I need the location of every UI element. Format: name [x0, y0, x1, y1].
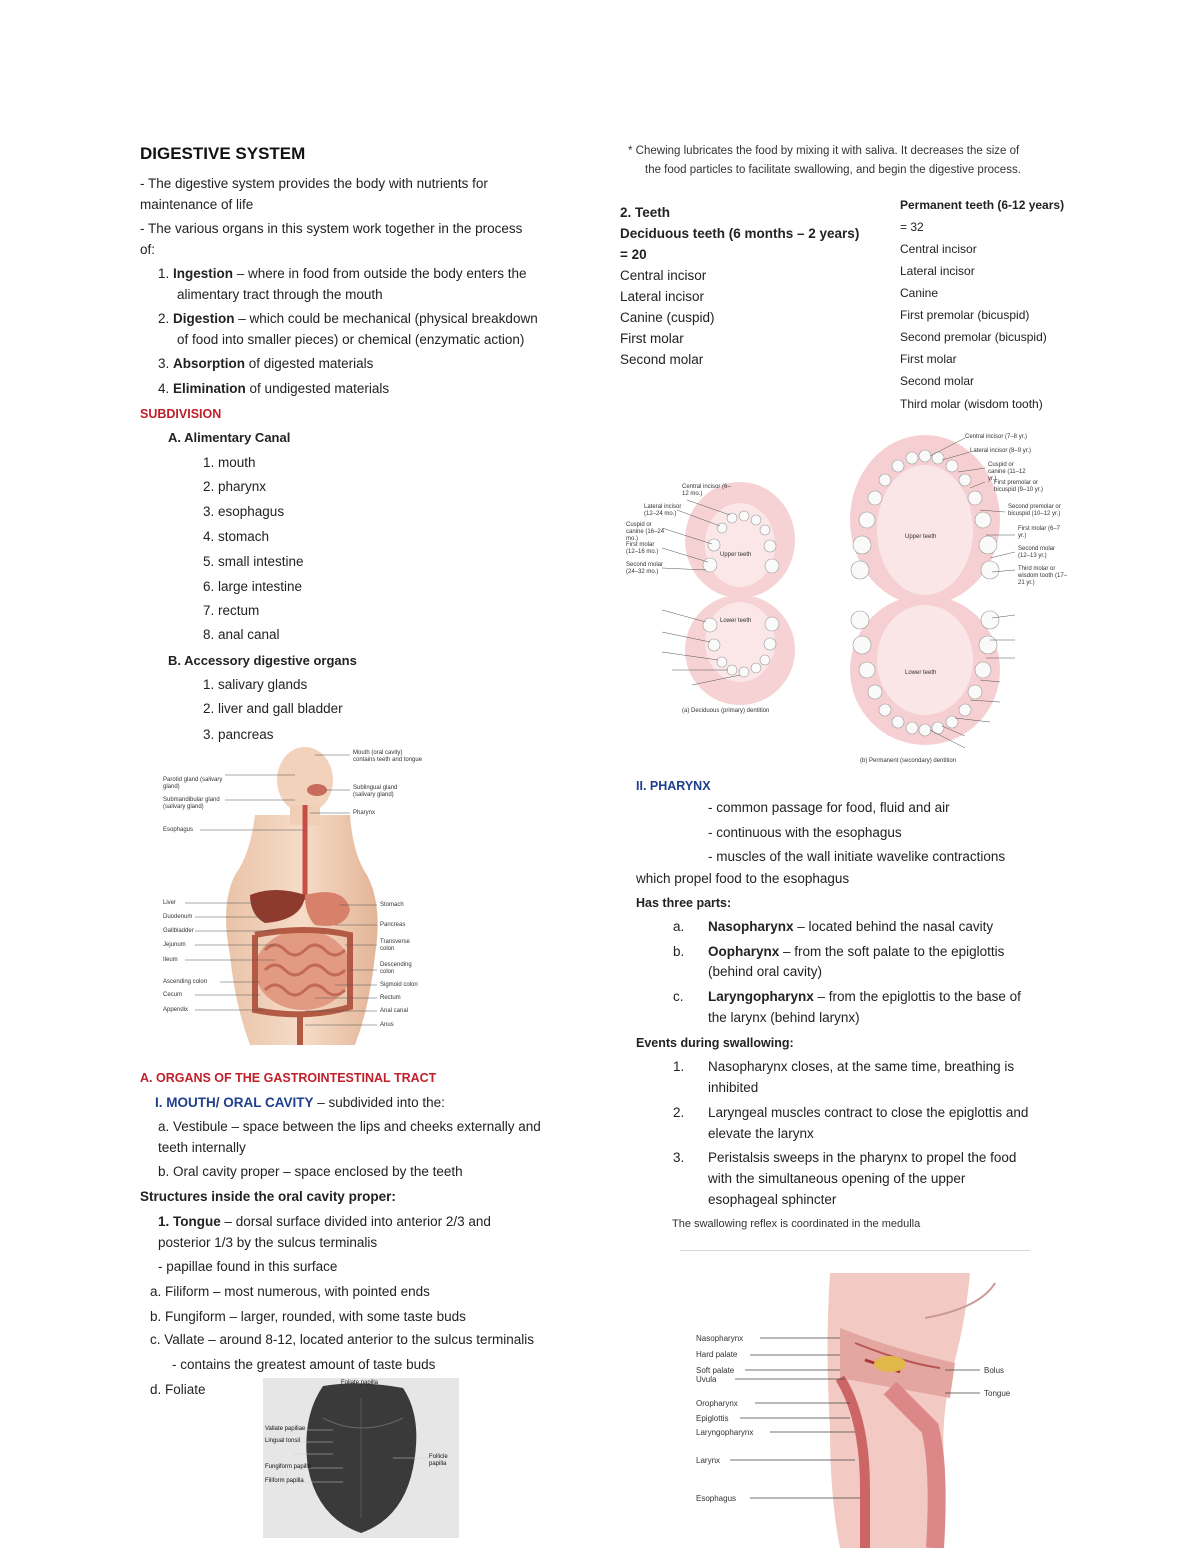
figure-label: Hard palate: [696, 1350, 738, 1359]
intro-line: - The various organs in this system work together in the process: [140, 221, 523, 236]
figure-label: Central incisor (6–12 mo.): [682, 484, 731, 497]
process-item-cont: of food into smaller pieces) or chemical (enzymatic action): [177, 332, 525, 347]
figure-label: Foliate papilla: [341, 1380, 379, 1386]
alimentary-item: 1. mouth: [203, 455, 256, 470]
part-item-cont: (behind oral cavity): [708, 964, 823, 979]
mouth-heading: I. MOUTH/ ORAL CAVITY – subdivided into the:: [155, 1095, 445, 1110]
chewing-note: the food particles to facilitate swallowing, and begin the digestive process.: [645, 164, 1021, 176]
figure-label: Pharynx: [353, 810, 376, 816]
tongue-line: - contains the greatest amount of taste buds: [172, 1357, 436, 1372]
figure-label: First premolar or bicuspid (9–10 yr.): [994, 480, 1044, 493]
figure-label: Lower teeth: [905, 670, 937, 676]
alimentary-item: 4. stomach: [203, 529, 270, 544]
figure-label: First molar (12–16 mo.): [626, 542, 659, 555]
parts-heading: Has three parts:: [636, 896, 732, 910]
figure-label: Nasopharynx: [696, 1334, 744, 1343]
permanent-count: = 32: [900, 220, 924, 234]
mouth-line: a. Vestibule – space between the lips and cheeks externally and: [158, 1119, 541, 1134]
figure-caption: (b) Permanent (secondary) dentition: [860, 758, 957, 764]
page-title: DIGESTIVE SYSTEM: [140, 144, 306, 163]
figure-label: Upper teeth: [720, 552, 752, 558]
part-item-cont: the larynx (behind larynx): [708, 1010, 860, 1025]
event-num: 1.: [673, 1059, 685, 1074]
pharynx-line: - muscles of the wall initiate wavelike contractions: [708, 849, 1006, 864]
figure-label: Rectum: [380, 995, 401, 1001]
alimentary-item: 3. esophagus: [203, 504, 285, 519]
tongue-line: c. Vallate – around 8-12, located anterior to the sulcus terminalis: [150, 1332, 534, 1347]
figure-label: Second molar (24–32 mo.): [626, 562, 664, 575]
swallowing-illustration: [690, 1268, 1030, 1548]
pharynx-line: - common passage for food, fluid and air: [708, 800, 950, 815]
event-num: 2.: [673, 1105, 685, 1120]
figure-label: Cuspid or canine (11–12 yr.): [988, 462, 1026, 482]
figure-label: Follicle papilla: [429, 1454, 448, 1467]
tongue-line: - papillae found in this surface: [158, 1259, 338, 1274]
chewing-note: * Chewing lubricates the food by mixing it with saliva. It decreases the size of: [628, 145, 1020, 157]
figure-label: Cecum: [163, 992, 183, 998]
permanent-heading: Permanent teeth (6-12 years): [900, 198, 1065, 212]
figure-label: Fungiform papilla: [265, 1464, 312, 1470]
structures-heading: Structures inside the oral cavity proper:: [140, 1189, 396, 1204]
event-line: with the simultaneous opening of the upper: [708, 1171, 966, 1186]
figure-label: Laryngopharynx: [696, 1428, 754, 1437]
accessory-item: 3. pancreas: [203, 727, 274, 742]
figure-label: Mouth (oral cavity) contains teeth and tongue: [353, 750, 423, 763]
figure-label: Pancreas: [380, 922, 406, 928]
figure-label: Third molar or wisdom tooth (17–21 yr.): [1018, 566, 1068, 586]
intro-line: maintenance of life: [140, 197, 254, 212]
deciduous-teeth-figure: [622, 470, 827, 720]
process-item: 2. Digestion – which could be mechanical (physical breakdown: [158, 311, 538, 326]
deciduous-item: Central incisor: [620, 268, 707, 283]
figure-label: Gallbladder: [163, 928, 194, 934]
alimentary-item: 7. rectum: [203, 603, 260, 618]
digestive-system-figure: [155, 745, 455, 1060]
figure-label: Central incisor (7–8 yr.): [965, 434, 1028, 440]
part-letter: c.: [673, 989, 684, 1004]
figure-label: Vallate papillae: [265, 1426, 306, 1432]
figure-label: Jejunum: [163, 942, 186, 948]
figure-label: Lateral incisor (8–9 yr.): [970, 448, 1032, 454]
process-item: 4. Elimination of undigested materials: [158, 381, 390, 396]
figure-label: Duodenum: [163, 914, 193, 920]
swallowing-figure: [690, 1268, 1030, 1548]
figure-label: Sublingual gland (salivary gland): [353, 785, 398, 798]
alimentary-item: 2. pharynx: [203, 479, 267, 494]
intro-line: of:: [140, 242, 156, 257]
deciduous-item: Lateral incisor: [620, 289, 705, 304]
figure-label: Filiform papilla: [265, 1478, 304, 1484]
part-letter: a.: [673, 919, 685, 934]
figure-label: Liver: [163, 900, 177, 906]
figure-label: Upper teeth: [905, 534, 937, 540]
figure-label: Ascending colon: [163, 979, 208, 985]
permanent-teeth-figure: [830, 430, 1075, 770]
event-line: elevate the larynx: [708, 1126, 814, 1141]
figure-label: Sigmoid colon: [380, 982, 418, 988]
alimentary-heading: A. Alimentary Canal: [168, 430, 291, 445]
pharynx-line-cont: which propel food to the esophagus: [636, 871, 850, 886]
permanent-item: First molar: [900, 352, 957, 366]
process-item: 3. Absorption of digested materials: [158, 356, 374, 371]
mouth-line: teeth internally: [158, 1140, 246, 1155]
accessory-item: 1. salivary glands: [203, 677, 308, 692]
pharynx-line: - continuous with the esophagus: [708, 825, 902, 840]
figure-label: Second premolar or bicuspid (10–12 yr.): [1008, 504, 1061, 517]
organs-heading: A. ORGANS OF THE GASTROINTESTINAL TRACT: [140, 1071, 437, 1085]
deciduous-item: First molar: [620, 331, 684, 346]
figure-label: Appendix: [163, 1007, 189, 1013]
divider: [680, 1250, 1030, 1251]
figure-label: Epiglottis: [696, 1414, 729, 1423]
alimentary-item: 6. large intestine: [203, 579, 303, 594]
figure-label: Lower teeth: [720, 618, 752, 624]
figure-label: Transverse colon: [380, 939, 410, 952]
figure-label: Cuspid or canine (16–24 mo.): [626, 522, 665, 542]
alimentary-item: 8. anal canal: [203, 627, 280, 642]
accessory-heading: B. Accessory digestive organs: [168, 653, 357, 668]
figure-label: Parotid gland (salivary gland): [163, 777, 223, 790]
tongue-line: 1. Tongue – dorsal surface divided into anterior 2/3 and: [158, 1214, 491, 1229]
permanent-item: Second molar: [900, 374, 975, 388]
reflex-note: The swallowing reflex is coordinated in the medulla: [672, 1218, 921, 1230]
figure-label: Lateral incisor (12–24 mo.): [644, 504, 682, 517]
part-letter: b.: [673, 944, 685, 959]
intro-line: - The digestive system provides the body with nutrients for: [140, 176, 488, 191]
permanent-item: Second premolar (bicuspid): [900, 330, 1047, 344]
figure-label: Ileum: [163, 957, 178, 963]
permanent-item: First premolar (bicuspid): [900, 308, 1030, 322]
alimentary-item: 5. small intestine: [203, 554, 304, 569]
figure-label: Uvula: [696, 1375, 717, 1384]
tongue-line: b. Fungiform – larger, rounded, with some taste buds: [150, 1309, 466, 1324]
tongue-line: d. Foliate: [150, 1382, 206, 1397]
permanent-item: Central incisor: [900, 242, 977, 256]
figure-label: Oropharynx: [696, 1399, 738, 1408]
deciduous-item: Canine (cuspid): [620, 310, 715, 325]
figure-label: Tongue: [984, 1389, 1011, 1398]
figure-label: Esophagus: [696, 1494, 737, 1503]
figure-label: Bolus: [984, 1366, 1005, 1375]
event-num: 3.: [673, 1150, 685, 1165]
subdivision-heading: SUBDIVISION: [140, 407, 222, 421]
figure-label: Anal canal: [380, 1008, 409, 1014]
deciduous-count: = 20: [620, 247, 647, 262]
figure-label: Stomach: [380, 902, 404, 908]
process-item-cont: alimentary tract through the mouth: [177, 287, 383, 302]
figure-label: Larynx: [696, 1456, 721, 1465]
event-line: inhibited: [708, 1080, 759, 1095]
event-line: Peristalsis sweeps in the pharynx to propel the food: [708, 1150, 1017, 1165]
deciduous-heading: Deciduous teeth (6 months – 2 years): [620, 226, 860, 241]
event-line: Nasopharynx closes, at the same time, breathing is: [708, 1059, 1015, 1074]
mouth-line: b. Oral cavity proper – space enclosed by the teeth: [158, 1164, 463, 1179]
part-item: Oopharynx – from the soft palate to the epiglottis: [708, 944, 1005, 959]
tongue-line: a. Filiform – most numerous, with pointed ends: [150, 1284, 430, 1299]
figure-label: Descending colon: [380, 962, 412, 975]
teeth-heading: 2. Teeth: [620, 205, 671, 220]
part-item: Nasopharynx – located behind the nasal cavity: [708, 919, 994, 934]
accessory-item: 2. liver and gall bladder: [203, 701, 343, 716]
pharynx-heading: II. PHARYNX: [636, 779, 711, 793]
figure-label: Submandibular gland (salivary gland): [163, 797, 220, 810]
part-item: Laryngopharynx – from the epiglottis to the base of: [708, 989, 1021, 1004]
permanent-item: Lateral incisor: [900, 264, 975, 278]
deciduous-item: Second molar: [620, 352, 704, 367]
tongue-figure: [263, 1378, 459, 1538]
figure-label: Second molar (12–13 yr.): [1018, 546, 1056, 559]
figure-label: Esophagus: [163, 827, 194, 833]
tongue-line: posterior 1/3 by the sulcus terminalis: [158, 1235, 378, 1250]
figure-label: Lingual tonsil: [265, 1438, 301, 1444]
figure-label: Soft palate: [696, 1366, 735, 1375]
process-item: 1. Ingestion – where in food from outside the body enters the: [158, 266, 527, 281]
figure-label: Anus: [380, 1022, 394, 1028]
event-line: Laryngeal muscles contract to close the epiglottis and: [708, 1105, 1029, 1120]
permanent-item: Third molar (wisdom tooth): [900, 397, 1043, 411]
event-line: esophageal sphincter: [708, 1192, 837, 1207]
events-heading: Events during swallowing:: [636, 1036, 794, 1050]
permanent-item: Canine: [900, 286, 939, 300]
figure-caption: (a) Deciduous (primary) dentition: [682, 708, 770, 714]
figure-label: First molar (6–7 yr.): [1018, 526, 1061, 539]
